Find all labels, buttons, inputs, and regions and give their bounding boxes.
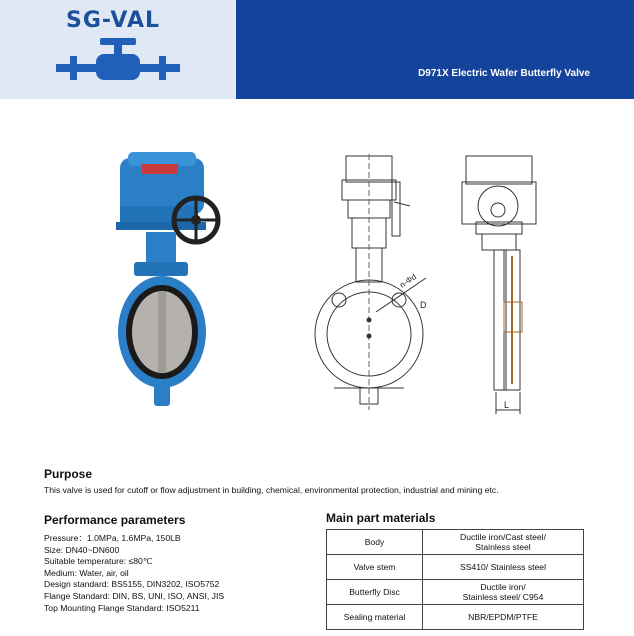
perf-temperature: Suitable temperature: ≤80℃ [44,556,153,567]
material-line: Stainless steel/ C954 [462,592,544,602]
material-line: Ductile iron/ [480,581,526,592]
material-line: SS410/ Stainless steel [460,561,546,572]
perf-flange-standard: Flange Standard: DIN, BS, UNI, ISO, ANSI, JIS [44,590,225,601]
part-material [423,605,584,630]
side-view-drawing [454,152,546,424]
perf-medium: Medium: Water, air, oil [44,567,129,578]
materials-heading: Main part materials [326,511,436,525]
part-name: Body [327,530,423,555]
diameter-label: D [420,300,427,310]
front-view-drawing [306,152,438,414]
part-name: Valve stem [327,555,423,580]
table-row [327,555,584,580]
part-name: Sealing material [327,605,423,630]
part-name: Butterfly Disc [327,580,423,605]
perf-size: Size: DN40~DN600 [44,544,120,555]
valve-logo-icon [56,38,180,84]
purpose-heading: Purpose [44,467,93,481]
material-line: Stainless steel [475,542,531,552]
length-label: L [504,400,510,410]
perf-pressure: Pressure：1.0MPa, 1.6MPa, 150LB [44,533,181,543]
performance-heading: Performance parameters [44,513,186,527]
purpose-text: This valve is used for cutoff or flow adjustment in building, chemical, environmental protection, industrial and mining etc. [44,485,499,495]
material-line: NBR/EPDM/PTFE [468,611,538,622]
material-line: Ductile iron/Cast steel/ [460,531,546,542]
materials-table [326,529,584,630]
part-material [423,530,584,555]
perf-design-standard: Design standard: BS5155, DIN3202, ISO5752 [44,579,220,590]
perf-top-flange-standard: Top Mounting Flange Standard: ISO5211 [44,602,200,613]
logo-panel [0,0,236,99]
bolt-hole-label: n-Φd [398,272,419,290]
title-band [236,0,634,99]
table-row [327,580,584,605]
part-material [423,555,584,580]
performance-list [44,533,224,614]
part-material [423,580,584,605]
table-row [327,530,584,555]
brand-logo-text: SG-VAL [66,8,161,33]
product-title: D971X Electric Wafer Butterfly Valve [418,68,590,79]
table-row [327,605,584,630]
valve-product-photo [112,152,232,412]
